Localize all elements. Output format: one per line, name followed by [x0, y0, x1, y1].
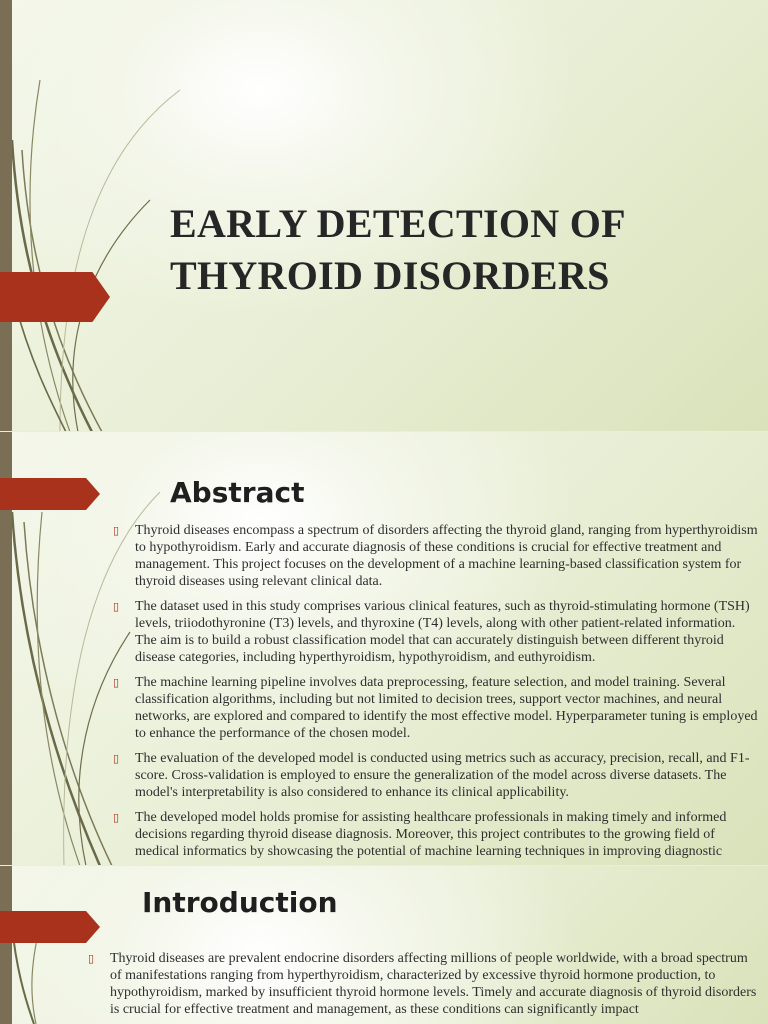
list-item — [113, 674, 760, 742]
bullet-text: The machine learning pipeline involves data preprocessing, feature selection, and model training. Several classification algorithms, including but not limited to decision trees, support vector machines, and neural networks, are explored and compared to identify the most effective model. Hyperparameter tuning is employed to enhance the performance of the chosen model. — [135, 675, 758, 741]
bullet-text: Thyroid diseases encompass a spectrum of disorders affecting the thyroid gland, ranging from hyperthyroidism to hypothyroidism. Early and accurate diagnosis of these conditions is crucial for effective treatment and management. This project focuses on the development of a machine learning-based classification system for thyroid diseases using relevant clinical data. — [135, 523, 758, 589]
square-bullet-icon: ▯ — [113, 811, 120, 824]
title-accent-arrow — [0, 272, 110, 322]
list-item — [113, 522, 760, 590]
left-accent-bar — [0, 866, 12, 1024]
heading-accent-arrow — [0, 478, 100, 510]
title-line-2: THYROID DISORDERS — [170, 253, 610, 298]
list-item — [113, 750, 760, 801]
introduction-heading: Introduction — [142, 886, 338, 919]
bullet-text: The developed model holds promise for assisting healthcare professionals in making timely and informed decisions regarding thyroid disease diagnosis. Moreover, this project contributes to the growing field of medical informatics by showcasing the potential of machine learning techniques in improving diagnostic — [135, 810, 727, 859]
list-item — [88, 950, 760, 1018]
abstract-slide — [0, 432, 768, 866]
bullet-text: The evaluation of the developed model is conducted using metrics such as accuracy, precision, recall, and F1-score. Cross-validation is employed to ensure the generalization of the model across diverse datasets. The model's interpretability is also considered to enhance its clinical applicability. — [135, 751, 750, 800]
title-line-1: EARLY DETECTION OF — [170, 201, 626, 246]
abstract-heading: Abstract — [170, 476, 305, 509]
slide-title — [170, 198, 730, 302]
introduction-bullet-list — [88, 950, 760, 1024]
square-bullet-icon: ▯ — [113, 600, 120, 613]
abstract-bullet-list — [113, 522, 760, 866]
introduction-slide — [0, 866, 768, 1024]
bullet-text: The dataset used in this study comprises various clinical features, such as thyroid-stimulating hormone (TSH) levels, triiodothyronine (T3) levels, and thyroxine (T4) levels, along with other patient-related information. The aim is to build a robust classification model that can accurately distinguish between different thyroid disease categories, including hyperthyroidism, hypothyroidism, and euthyroidism. — [135, 599, 750, 665]
heading-accent-arrow — [0, 911, 100, 943]
square-bullet-icon: ▯ — [88, 952, 95, 965]
list-item — [113, 598, 760, 666]
square-bullet-icon: ▯ — [113, 524, 120, 537]
square-bullet-icon: ▯ — [113, 676, 120, 689]
list-item — [113, 809, 760, 860]
title-slide — [0, 0, 768, 432]
square-bullet-icon: ▯ — [113, 752, 120, 765]
bullet-text: Thyroid diseases are prevalent endocrine disorders affecting millions of people worldwide, with a broad spectrum of manifestations ranging from hyperthyroidism, characterized by excessive thyroid hormone production, to hypothyroidism, marked by insufficient thyroid hormone levels. Timely and accurate diagnosis of thyroid disorders is crucial for effective treatment and management, as these conditions can significantly impact — [110, 951, 757, 1017]
left-accent-bar — [0, 0, 12, 432]
